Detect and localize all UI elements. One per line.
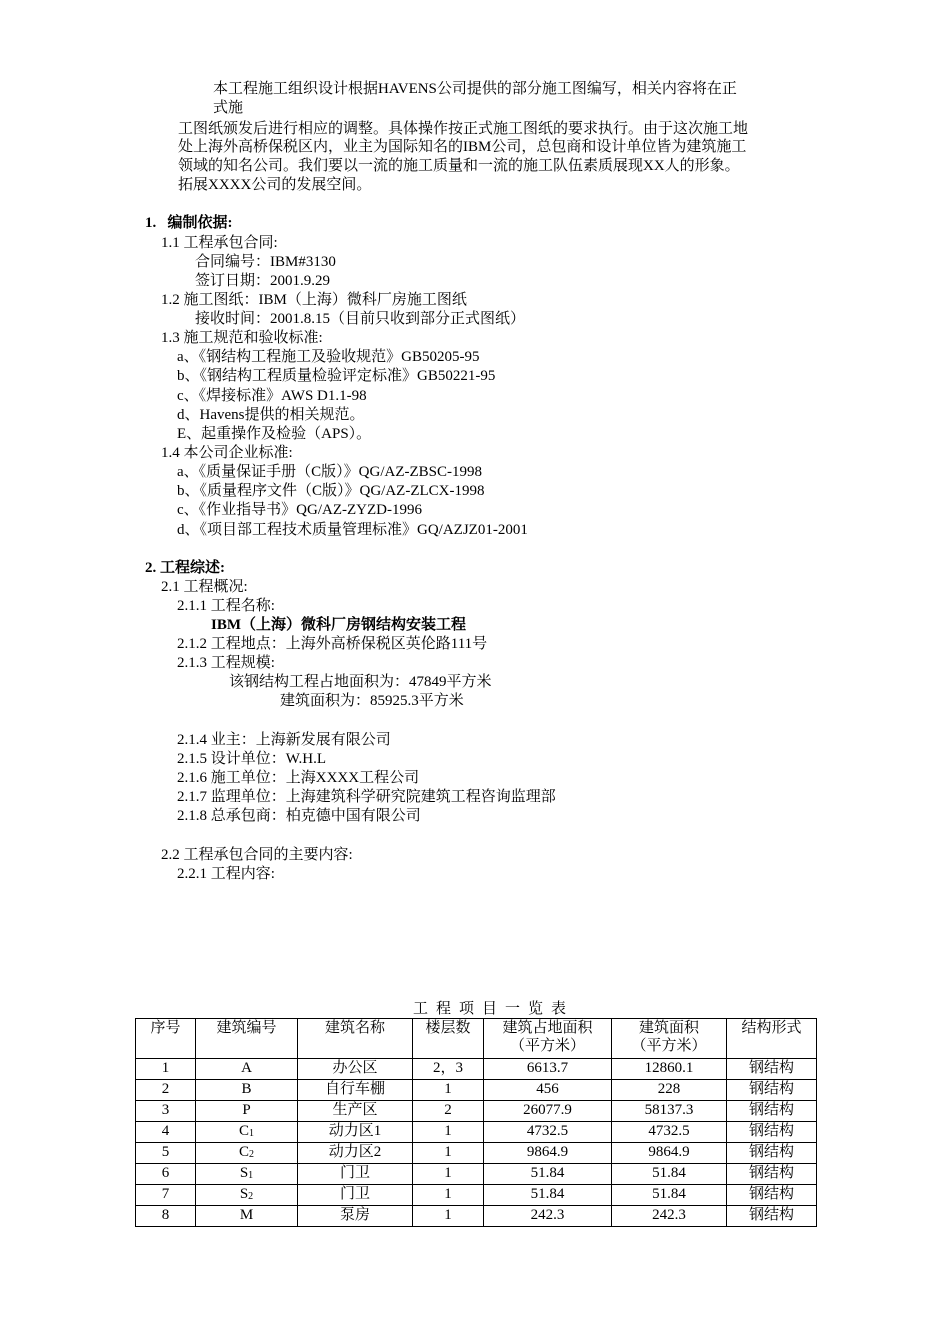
standard-item: c、《焊接标准》AWS D1.1-98 bbox=[177, 388, 367, 404]
cell-name: 门卫 bbox=[298, 1185, 413, 1206]
cell-name: 动力区1 bbox=[298, 1122, 413, 1143]
cell-name: 办公区 bbox=[298, 1059, 413, 1080]
cell-no: 1 bbox=[136, 1059, 196, 1080]
header-no: 序号 bbox=[136, 1019, 196, 1059]
cell-name: 自行车棚 bbox=[298, 1080, 413, 1101]
cell-code-text: S bbox=[239, 1186, 249, 1202]
table-caption: 工程项目一览表 bbox=[413, 1001, 575, 1017]
cell-no: 5 bbox=[136, 1143, 196, 1164]
header-area-line1: 建筑面积 bbox=[638, 1020, 699, 1036]
cell-floors: 2 bbox=[413, 1101, 484, 1122]
header-footprint-line1: 建筑占地面积 bbox=[502, 1020, 593, 1036]
section-1-2: 1.2 施工图纸：IBM（上海）微科厂房施工图纸 bbox=[161, 292, 467, 308]
intro-line-1: 本工程施工组织设计根据HAVENS公司提供的部分施工图编写，相关内容将在正 bbox=[213, 81, 737, 97]
cell-area: 12860.1 bbox=[612, 1059, 727, 1080]
cell-footprint: 51.84 bbox=[484, 1185, 612, 1206]
section-2-1-1: 2.1.1 工程名称: bbox=[177, 598, 275, 614]
header-floors: 楼层数 bbox=[413, 1019, 484, 1059]
cell-footprint: 9864.9 bbox=[484, 1143, 612, 1164]
cell-code-sub: 1 bbox=[249, 1128, 254, 1139]
table-row bbox=[136, 1080, 817, 1101]
cell-name: 动力区2 bbox=[298, 1143, 413, 1164]
section-2-2-1: 2.2.1 工程内容: bbox=[177, 866, 275, 882]
section-1-4: 1.4 本公司企业标准: bbox=[161, 445, 293, 461]
intro-line-2: 式施 bbox=[213, 100, 244, 116]
cell-name: 生产区 bbox=[298, 1101, 413, 1122]
section-2-1-7: 2.1.7 监理单位：上海建筑科学研究院建筑工程咨询监理部 bbox=[177, 789, 556, 805]
section-1-3: 1.3 施工规范和验收标准: bbox=[161, 330, 323, 346]
cell-footprint: 26077.9 bbox=[484, 1101, 612, 1122]
header-code: 建筑编号 bbox=[196, 1019, 298, 1059]
cell-structure: 钢结构 bbox=[727, 1206, 817, 1227]
receive-time: 接收时间：2001.8.15（目前只收到部分正式图纸） bbox=[195, 311, 526, 327]
standard-item: b、《钢结构工程质量检验评定标准》GB50221-95 bbox=[177, 368, 496, 384]
cell-no: 4 bbox=[136, 1122, 196, 1143]
section-2-1-6: 2.1.6 施工单位：上海XXXX工程公司 bbox=[177, 770, 420, 786]
project-name: IBM（上海）微科厂房钢结构安装工程 bbox=[211, 617, 467, 633]
cell-footprint: 51.84 bbox=[484, 1164, 612, 1185]
cell-structure: 钢结构 bbox=[727, 1185, 817, 1206]
table-row bbox=[136, 1206, 817, 1227]
cell-code bbox=[196, 1143, 298, 1164]
cell-code bbox=[196, 1080, 298, 1101]
section-2-1-8: 2.1.8 总承包商：柏克德中国有限公司 bbox=[177, 808, 421, 824]
cell-floors: 1 bbox=[413, 1143, 484, 1164]
cell-structure: 钢结构 bbox=[727, 1164, 817, 1185]
cell-code-sub: 2 bbox=[249, 1149, 254, 1160]
cell-code bbox=[196, 1122, 298, 1143]
cell-area: 51.84 bbox=[612, 1164, 727, 1185]
cell-code bbox=[196, 1206, 298, 1227]
section-1-1: 1.1 工程承包合同: bbox=[161, 235, 278, 251]
cell-no: 3 bbox=[136, 1101, 196, 1122]
footprint-area: 该钢结构工程占地面积为：47849平方米 bbox=[229, 674, 492, 690]
header-name: 建筑名称 bbox=[298, 1019, 413, 1059]
table-row bbox=[136, 1122, 817, 1143]
header-footprint bbox=[484, 1019, 612, 1059]
intro-line-3: 工图纸颁发后进行相应的调整。具体操作按正式施工图纸的要求执行。由于这次施工地 bbox=[178, 121, 749, 137]
cell-structure: 钢结构 bbox=[727, 1080, 817, 1101]
cell-no: 2 bbox=[136, 1080, 196, 1101]
cell-area: 4732.5 bbox=[612, 1122, 727, 1143]
section-1-heading: 1. 编制依据: bbox=[145, 215, 233, 231]
section-2-heading: 2. 工程综述: bbox=[145, 560, 225, 576]
table-row bbox=[136, 1185, 817, 1206]
header-footprint-line2: （平方米） bbox=[509, 1038, 585, 1054]
header-structure: 结构形式 bbox=[727, 1019, 817, 1059]
section-2-1-3: 2.1.3 工程规模: bbox=[177, 655, 275, 671]
cell-code bbox=[196, 1059, 298, 1080]
sign-date: 签订日期：2001.9.29 bbox=[195, 273, 331, 289]
standard-item: a、《钢结构工程施工及验收规范》GB50205-95 bbox=[177, 349, 480, 365]
cell-area: 58137.3 bbox=[612, 1101, 727, 1122]
cell-floors: 2，3 bbox=[413, 1059, 484, 1080]
table-row bbox=[136, 1101, 817, 1122]
project-table bbox=[135, 1018, 817, 1227]
cell-name: 泵房 bbox=[298, 1206, 413, 1227]
table-row bbox=[136, 1143, 817, 1164]
cell-no: 6 bbox=[136, 1164, 196, 1185]
cell-area: 9864.9 bbox=[612, 1143, 727, 1164]
section-2-2: 2.2 工程承包合同的主要内容: bbox=[161, 847, 353, 863]
section-2-1: 2.1 工程概况: bbox=[161, 579, 248, 595]
cell-structure: 钢结构 bbox=[727, 1101, 817, 1122]
cell-code bbox=[196, 1185, 298, 1206]
cell-code bbox=[196, 1164, 298, 1185]
standard-item: d、Havens提供的相关规范。 bbox=[177, 407, 365, 423]
cell-footprint: 4732.5 bbox=[484, 1122, 612, 1143]
cell-code-sub: 1 bbox=[248, 1170, 254, 1181]
intro-line-5: 领域的知名公司。我们要以一流的施工质量和一流的施工队伍素质展现XX人的形象。 bbox=[178, 158, 740, 174]
company-standard-item: c、《作业指导书》QG/AZ-ZYZD-1996 bbox=[177, 502, 422, 518]
cell-code-text: M bbox=[239, 1207, 254, 1223]
table-row bbox=[136, 1059, 817, 1080]
section-2-1-2: 2.1.2 工程地点：上海外高桥保税区英伦路111号 bbox=[177, 636, 488, 652]
contract-number: 合同编号：IBM#3130 bbox=[195, 254, 336, 270]
table-row bbox=[136, 1164, 817, 1185]
company-standard-item: a、《质量保证手册（C版）》QG/AZ-ZBSC-1998 bbox=[177, 464, 482, 480]
cell-structure: 钢结构 bbox=[727, 1122, 817, 1143]
cell-floors: 1 bbox=[413, 1122, 484, 1143]
building-area: 建筑面积为：85925.3平方米 bbox=[280, 693, 464, 709]
header-area bbox=[612, 1019, 727, 1059]
cell-code-sub: 2 bbox=[248, 1191, 254, 1202]
cell-code-text: S bbox=[239, 1165, 249, 1181]
section-2-1-5: 2.1.5 设计单位：W.H.L bbox=[177, 751, 327, 767]
section-2-1-4: 2.1.4 业主：上海新发展有限公司 bbox=[177, 732, 391, 748]
cell-code bbox=[196, 1101, 298, 1122]
cell-no: 7 bbox=[136, 1185, 196, 1206]
header-area-line2: （平方米） bbox=[631, 1038, 707, 1054]
company-standard-item: b、《质量程序文件（C版）》QG/AZ-ZLCX-1998 bbox=[177, 483, 485, 499]
cell-name: 门卫 bbox=[298, 1164, 413, 1185]
cell-code-text: P bbox=[242, 1102, 251, 1118]
cell-footprint: 242.3 bbox=[484, 1206, 612, 1227]
intro-line-6: 拓展XXXX公司的发展空间。 bbox=[178, 177, 372, 193]
table-header-row bbox=[136, 1019, 817, 1059]
intro-line-4: 处上海外高桥保税区内，业主为国际知名的IBM公司，总包商和设计单位皆为建筑施工 bbox=[178, 139, 747, 155]
cell-footprint: 456 bbox=[484, 1080, 612, 1101]
standard-item: E、起重操作及检验（APS）。 bbox=[177, 426, 372, 442]
cell-code-text: C bbox=[238, 1123, 249, 1139]
cell-code-text: C bbox=[238, 1144, 249, 1160]
cell-floors: 1 bbox=[413, 1206, 484, 1227]
company-standard-item: d、《项目部工程技术质量管理标准》GQ/AZJZ01-2001 bbox=[177, 522, 528, 538]
cell-floors: 1 bbox=[413, 1164, 484, 1185]
cell-floors: 1 bbox=[413, 1185, 484, 1206]
cell-no: 8 bbox=[136, 1206, 196, 1227]
cell-code-text: B bbox=[241, 1081, 252, 1097]
cell-area: 51.84 bbox=[612, 1185, 727, 1206]
cell-structure: 钢结构 bbox=[727, 1059, 817, 1080]
cell-footprint: 6613.7 bbox=[484, 1059, 612, 1080]
cell-structure: 钢结构 bbox=[727, 1143, 817, 1164]
cell-floors: 1 bbox=[413, 1080, 484, 1101]
cell-code-text: A bbox=[241, 1060, 252, 1076]
cell-area: 228 bbox=[612, 1080, 727, 1101]
cell-area: 242.3 bbox=[612, 1206, 727, 1227]
